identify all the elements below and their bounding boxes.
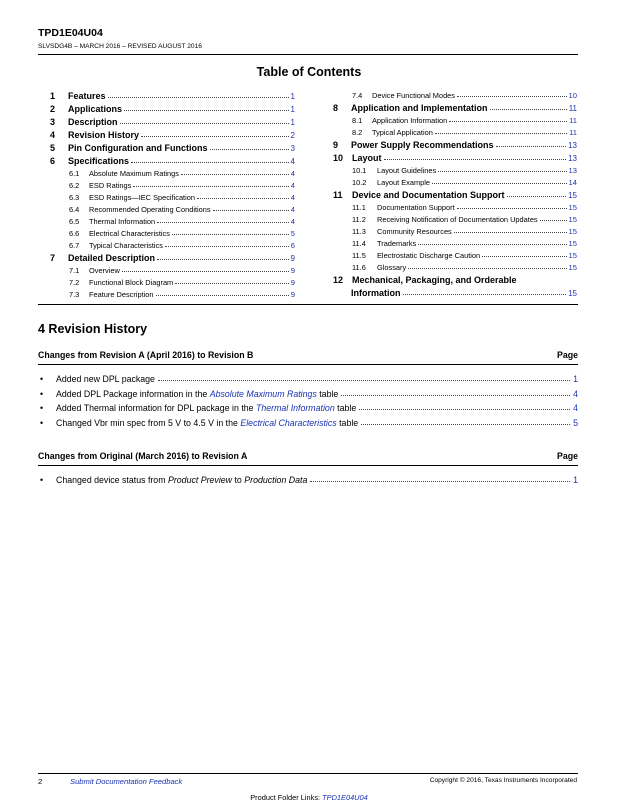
- toc-left-column: [50, 88, 295, 299]
- leader-dots: [141, 136, 289, 137]
- toc-entry-number: 6.3: [69, 193, 80, 202]
- toc-page-link[interactable]: 14: [568, 178, 577, 187]
- toc-entry-number: 10.1: [352, 166, 367, 175]
- table-link[interactable]: Thermal Information: [256, 403, 335, 413]
- toc-page-link[interactable]: 11: [568, 104, 577, 113]
- leader-dots: [310, 481, 570, 482]
- part-number: TPD1E04U04: [38, 27, 103, 39]
- toc-page-link[interactable]: 9: [290, 278, 295, 287]
- toc-page-link[interactable]: 5: [290, 229, 295, 238]
- doc-revision: SLVSDG4B – MARCH 2016 – REVISED AUGUST 2016: [38, 43, 202, 50]
- toc-subentry[interactable]: [50, 263, 295, 275]
- toc-entry-number: 10: [333, 153, 344, 163]
- toc-page-link[interactable]: 10: [568, 91, 577, 100]
- leader-dots: [384, 159, 567, 160]
- toc-entry[interactable]: [50, 114, 295, 127]
- leader-dots: [457, 208, 567, 209]
- toc-page-link[interactable]: 4: [290, 181, 295, 190]
- leader-dots: [408, 268, 566, 269]
- toc-subentry[interactable]: [333, 224, 577, 236]
- toc-page-link[interactable]: 9: [290, 254, 295, 263]
- toc-entry-title: Community Resources: [377, 227, 452, 236]
- toc-subentry[interactable]: [50, 226, 295, 238]
- toc-entry-title: Application and Implementation: [351, 103, 488, 113]
- toc-entry-number: 5: [50, 143, 56, 153]
- folder-link[interactable]: TPD1E04U04: [322, 793, 368, 802]
- toc-entry-number: 6.5: [69, 217, 80, 226]
- toc-page-link[interactable]: 1: [290, 105, 295, 114]
- toc-entry-title: Electrical Characteristics: [89, 229, 170, 238]
- toc-subentry[interactable]: [333, 260, 577, 272]
- toc-entry-number: 4: [50, 130, 56, 140]
- leader-dots: [172, 234, 289, 235]
- toc-subentry[interactable]: [333, 248, 577, 260]
- toc-entry-title: Device and Documentation Support: [352, 190, 505, 200]
- toc-entry-title: Recommended Operating Conditions: [89, 205, 211, 214]
- leader-dots: [197, 198, 289, 199]
- leader-dots: [432, 183, 567, 184]
- toc-entry[interactable]: [333, 100, 577, 113]
- toc-page-link[interactable]: 2: [290, 131, 295, 140]
- change-block-rule: [38, 465, 578, 466]
- toc-page-link[interactable]: 4: [290, 169, 295, 178]
- change-item: [38, 414, 578, 428]
- toc-page-link[interactable]: 4: [290, 217, 295, 226]
- bullet: •: [40, 374, 44, 384]
- toc-entry-title: Application Information: [372, 116, 448, 125]
- change-text: Added DPL Package information in the Absolute Maximum Ratings table: [56, 389, 339, 399]
- toc-entry-number: 7.4: [352, 91, 363, 100]
- toc-title: Table of Contents: [256, 65, 362, 79]
- toc-page-link[interactable]: 15: [568, 191, 577, 200]
- toc-entry-title: Functional Block Diagram: [89, 278, 174, 287]
- section-title: 4 Revision History: [38, 322, 148, 336]
- leader-dots: [108, 97, 289, 98]
- toc-entry-title: ESD Ratings—IEC Specification: [89, 193, 195, 202]
- toc-entry-number: 9: [333, 140, 339, 150]
- toc-entry-title: Typical Characteristics: [89, 241, 163, 250]
- toc-subentry[interactable]: [50, 214, 295, 226]
- toc-entry-number: 1: [50, 91, 56, 101]
- toc-entry-title: ESD Ratings: [89, 181, 132, 190]
- toc-entry-number: 7.2: [69, 278, 80, 287]
- toc-entry-title: Information: [351, 288, 401, 298]
- toc-page-link[interactable]: 15: [568, 203, 577, 212]
- change-text: Changed device status from Product Preview to Production Data: [56, 475, 308, 485]
- page-link[interactable]: 1: [573, 374, 578, 384]
- leader-dots: [507, 196, 567, 197]
- toc-entry-title: Overview: [89, 266, 120, 275]
- toc-entry-title: Thermal Information: [89, 217, 156, 226]
- toc-page-link[interactable]: 15: [568, 263, 577, 272]
- toc-entry[interactable]: [333, 137, 577, 150]
- leader-dots: [175, 283, 289, 284]
- toc-entry-number: 11.5: [352, 251, 366, 260]
- toc-entry-number: 11.4: [352, 239, 366, 248]
- toc-entry-number: 11.3: [352, 227, 366, 236]
- toc-subentry[interactable]: [333, 125, 577, 137]
- bullet: •: [40, 389, 44, 399]
- toc-page-link[interactable]: 15: [568, 227, 577, 236]
- toc-entry-title: Revision History: [68, 130, 140, 140]
- change-item: [38, 370, 578, 384]
- toc-subentry[interactable]: [333, 175, 577, 187]
- toc-page-link[interactable]: 13: [568, 154, 577, 163]
- bullet: •: [40, 403, 44, 413]
- toc-entry-number: 2: [50, 104, 56, 114]
- change-item: [38, 399, 578, 413]
- leader-dots: [361, 424, 570, 425]
- toc-subentry[interactable]: [333, 236, 577, 248]
- page-link[interactable]: 4: [573, 389, 578, 399]
- toc-page-link[interactable]: 1: [290, 92, 295, 101]
- leader-dots: [122, 271, 289, 272]
- toc-entry-title: Power Supply Recommendations: [351, 140, 494, 150]
- toc-subentry[interactable]: [50, 275, 295, 287]
- toc-entry-title: Layout: [352, 153, 382, 163]
- toc-entry-number: 11.1: [352, 203, 366, 212]
- product-folder-links: [0, 793, 618, 802]
- toc-entry-number: 11.6: [352, 263, 366, 272]
- table-link[interactable]: Absolute Maximum Ratings: [209, 389, 317, 399]
- leader-dots: [120, 123, 289, 124]
- leader-dots: [482, 256, 566, 257]
- toc-entry-number: 10.2: [352, 178, 367, 187]
- leader-dots: [124, 110, 289, 111]
- toc-page-link[interactable]: 11: [569, 116, 577, 125]
- toc-page-link[interactable]: 13: [568, 166, 577, 175]
- change-item: [38, 385, 578, 399]
- page-link[interactable]: 4: [573, 403, 578, 413]
- toc-subentry[interactable]: [333, 200, 577, 212]
- toc-entry[interactable]: [50, 250, 295, 263]
- leader-dots: [131, 162, 289, 163]
- toc-entry-title: Documentation Support: [377, 203, 455, 212]
- toc-entry[interactable]: [333, 150, 577, 163]
- toc-entry-number: 8.2: [352, 128, 363, 137]
- copyright: Copyright © 2016, Texas Instruments Incorporated: [429, 777, 577, 784]
- toc-entry-title: Layout Example: [377, 178, 430, 187]
- toc-entry-number: 7.1: [69, 266, 80, 275]
- toc-entry-number: 3: [50, 117, 56, 127]
- toc-entry-title: Glossary: [377, 263, 407, 272]
- leader-dots: [181, 174, 289, 175]
- toc-subentry[interactable]: [50, 178, 295, 190]
- footer-rule: [38, 773, 578, 774]
- toc-entry[interactable]: [333, 187, 577, 200]
- header-rule: [38, 54, 578, 55]
- leader-dots: [449, 121, 567, 122]
- toc-page-link[interactable]: 9: [290, 290, 295, 299]
- toc-page-link[interactable]: 4: [290, 205, 295, 214]
- toc-subentry[interactable]: [333, 163, 577, 175]
- toc-entry-title: Feature Description: [89, 290, 154, 299]
- toc-right-column: [333, 88, 577, 298]
- leader-dots: [157, 259, 289, 260]
- toc-entry-title: Pin Configuration and Functions: [68, 143, 208, 153]
- bullet: •: [40, 418, 44, 428]
- toc-entry[interactable]: [50, 101, 295, 114]
- toc-entry-number: 6.1: [69, 169, 80, 178]
- toc-subentry[interactable]: [333, 113, 577, 125]
- leader-dots: [438, 171, 566, 172]
- toc-subentry[interactable]: [50, 166, 295, 178]
- toc-page-link[interactable]: 15: [568, 215, 577, 224]
- toc-subentry[interactable]: [50, 238, 295, 250]
- toc-entry[interactable]: [50, 88, 295, 101]
- toc-entry-number: 6.2: [69, 181, 80, 190]
- toc-entry[interactable]: [50, 153, 295, 166]
- change-block-heading: [38, 451, 578, 461]
- toc-entry-title: Detailed Description: [68, 253, 156, 263]
- leader-dots: [540, 220, 567, 221]
- toc-entry-title: Description: [68, 117, 118, 127]
- toc-entry-number: 11: [333, 190, 343, 200]
- leader-dots: [403, 294, 567, 295]
- toc-entry-number: 7.3: [69, 290, 80, 299]
- toc-entry-title: Layout Guidelines: [377, 166, 437, 175]
- toc-entry-number: 6.7: [69, 241, 80, 250]
- leader-dots: [496, 146, 567, 147]
- toc-entry-number: 12: [333, 275, 344, 285]
- toc-entry-title: Electrostatic Discharge Caution: [377, 251, 481, 260]
- toc-entry[interactable]: [50, 127, 295, 140]
- leader-dots: [133, 186, 288, 187]
- toc-subentry[interactable]: [333, 88, 577, 100]
- toc-entry-title: Applications: [68, 104, 123, 114]
- toc-entry-title: Trademarks: [377, 239, 417, 248]
- leader-dots: [435, 133, 567, 134]
- page-link[interactable]: 1: [573, 475, 578, 485]
- toc-entry-number: 11.2: [352, 215, 366, 224]
- leader-dots: [359, 409, 570, 410]
- toc-page-link[interactable]: 11: [569, 128, 577, 137]
- toc-page-link[interactable]: 4: [290, 193, 295, 202]
- toc-entry-number: 6.6: [69, 229, 80, 238]
- toc-subentry[interactable]: [333, 212, 577, 224]
- toc-entry[interactable]: [333, 285, 577, 298]
- change-item: [38, 471, 578, 485]
- page-number: 2: [38, 777, 43, 786]
- leader-dots: [454, 232, 567, 233]
- page-column-label: Page: [556, 451, 578, 461]
- toc-page-link[interactable]: 4: [290, 157, 295, 166]
- leader-dots: [158, 380, 570, 381]
- toc-page-link[interactable]: 3: [290, 144, 295, 153]
- toc-bottom-rule: [38, 304, 578, 305]
- toc-page-link[interactable]: 6: [290, 241, 295, 250]
- toc-entry-title: Features: [68, 91, 106, 101]
- leader-dots: [490, 109, 567, 110]
- table-link[interactable]: Electrical Characteristics: [240, 418, 337, 428]
- toc-entry-number: 8.1: [352, 116, 363, 125]
- change-block-title: Changes from Original (March 2016) to Revision A: [38, 451, 248, 461]
- toc-entry-number: 7: [50, 253, 56, 263]
- toc-subentry[interactable]: [50, 202, 295, 214]
- change-text: Changed Vbr min spec from 5 V to 4.5 V in the Electrical Characteristics table: [56, 418, 359, 428]
- leader-dots: [341, 395, 570, 396]
- feedback-link[interactable]: Submit Documentation Feedback: [70, 777, 183, 786]
- toc-entry-number: 6: [50, 156, 56, 166]
- folder-label: Product Folder Links:: [250, 793, 323, 802]
- toc-entry-title: Typical Application: [372, 128, 433, 137]
- toc-entry[interactable]: [333, 272, 577, 285]
- toc-page-link[interactable]: 15: [568, 289, 577, 298]
- toc-entry[interactable]: [50, 140, 295, 153]
- leader-dots: [213, 210, 289, 211]
- toc-entry-title: Mechanical, Packaging, and Orderable: [352, 275, 517, 285]
- change-text: Added new DPL package: [56, 374, 155, 384]
- page-link[interactable]: 5: [573, 418, 578, 428]
- toc-entry-title: Device Functional Modes: [372, 91, 455, 100]
- toc-entry-title: Specifications: [68, 156, 130, 166]
- change-text: Added Thermal information for DPL package in the Thermal Information table: [56, 403, 357, 413]
- leader-dots: [457, 96, 567, 97]
- page-column-label: Page: [556, 350, 578, 360]
- toc-subentry[interactable]: [50, 190, 295, 202]
- change-block-title: Changes from Revision A (April 2016) to Revision B: [38, 350, 254, 360]
- toc-page-link[interactable]: 15: [568, 251, 577, 260]
- toc-entry-title: Absolute Maximum Ratings: [89, 169, 179, 178]
- toc-page-link[interactable]: 1: [290, 118, 295, 127]
- toc-entry-number: 8: [333, 103, 339, 113]
- change-block-heading: [38, 350, 578, 360]
- toc-entry-number: 6.4: [69, 205, 80, 214]
- toc-entry-title: Receiving Notification of Documentation Updates: [377, 215, 538, 224]
- change-block-rule: [38, 364, 578, 365]
- toc-page-link[interactable]: 13: [568, 141, 577, 150]
- leader-dots: [210, 149, 289, 150]
- toc-page-link[interactable]: 9: [290, 266, 295, 275]
- toc-subentry[interactable]: [50, 287, 295, 299]
- leader-dots: [165, 246, 289, 247]
- bullet: •: [40, 475, 44, 485]
- leader-dots: [418, 244, 566, 245]
- toc-page-link[interactable]: 15: [568, 239, 577, 248]
- leader-dots: [156, 295, 289, 296]
- leader-dots: [157, 222, 289, 223]
